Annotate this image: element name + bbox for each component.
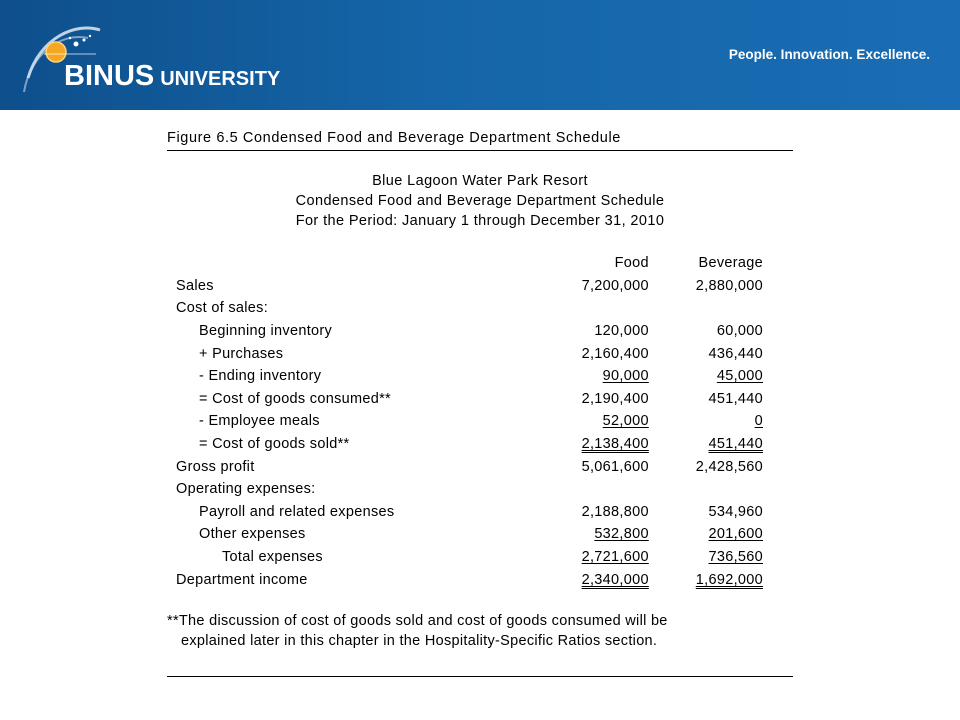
schedule-heading bbox=[167, 171, 793, 231]
schedule-table bbox=[167, 252, 793, 591]
brand-main: BINUS bbox=[64, 60, 155, 92]
binus-logo-icon bbox=[0, 0, 260, 110]
tagline: People. Innovation. Excellence. bbox=[728, 47, 930, 62]
brand-sub: UNIVERSITY bbox=[160, 68, 281, 90]
table-row: Gross profit 5,061,600 2,428,560 bbox=[176, 458, 763, 475]
table-row: + Purchases 2,160,400 436,440 bbox=[199, 345, 763, 362]
heading-line-3: For the Period: January 1 through December 31, 2010 bbox=[295, 213, 665, 229]
table-row: Sales 7,200,000 2,880,000 bbox=[176, 277, 763, 294]
table-row: = Cost of goods consumed** 2,190,400 451,440 bbox=[199, 390, 763, 407]
footnote bbox=[167, 611, 793, 651]
table-header-row bbox=[167, 252, 793, 275]
footnote-line-1: **The discussion of cost of goods sold and cost of goods consumed will be bbox=[167, 612, 668, 629]
brand-wordmark bbox=[64, 60, 280, 93]
table-row: Cost of sales: bbox=[176, 300, 269, 317]
table-row: Payroll and related expenses 2,188,800 534,960 bbox=[199, 503, 763, 520]
table-row: = Cost of goods sold** 2,138,400 451,440 bbox=[199, 436, 763, 453]
column-header-food: Food bbox=[614, 255, 649, 272]
table-row: Total expenses 2,721,600 736,560 bbox=[222, 549, 763, 566]
table-row: Other expenses 532,800 201,600 bbox=[199, 526, 763, 543]
heading-line-2: Condensed Food and Beverage Department Schedule bbox=[295, 193, 665, 209]
bottom-divider bbox=[167, 676, 793, 677]
heading-line-1: Blue Lagoon Water Park Resort bbox=[372, 173, 588, 189]
figure-title: Figure 6.5 Condensed Food and Beverage Department Schedule bbox=[167, 130, 793, 151]
table-row: - Employee meals 52,000 0 bbox=[199, 413, 763, 430]
table-row: Beginning inventory 120,000 60,000 bbox=[199, 323, 763, 340]
table-row: - Ending inventory 90,000 45,000 bbox=[199, 368, 763, 385]
document-body bbox=[167, 130, 793, 677]
table-row: Operating expenses: bbox=[176, 481, 316, 498]
table-row: Department income 2,340,000 1,692,000 bbox=[176, 571, 763, 588]
column-header-beverage: Beverage bbox=[698, 255, 763, 272]
header-banner bbox=[0, 0, 960, 110]
footnote-line-2: explained later in this chapter in the Hospitality-Specific Ratios section. bbox=[181, 632, 658, 649]
